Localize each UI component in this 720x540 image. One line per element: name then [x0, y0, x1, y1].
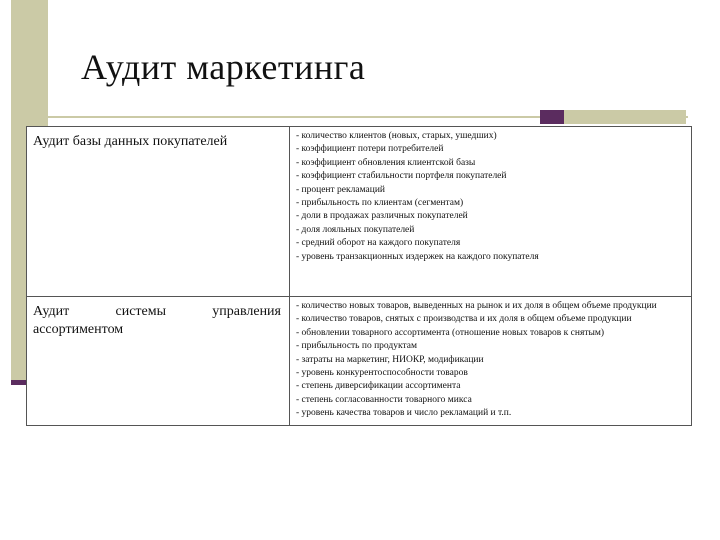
- row-items: [290, 127, 692, 297]
- list-item: - уровень качества товаров и число рекламаций и т.п.: [296, 408, 512, 419]
- list-item: - количество товаров, снятых с производства и их доля в общем объеме продукции: [296, 314, 632, 325]
- row-heading-line: ассортиментом: [33, 322, 124, 337]
- list-item: - прибыльность по продуктам: [296, 341, 417, 352]
- list-item: - прибыльность по клиентам (сегментам): [296, 198, 464, 209]
- list-item: - уровень транзакционных издержек на каждого покупателя: [296, 251, 539, 262]
- row-items: [290, 297, 692, 426]
- list-item: - количество новых товаров, выведенных на рынок и их доля в общем объеме продукции: [296, 301, 657, 311]
- list-item: - доля лояльных покупателей: [296, 224, 415, 235]
- list-item: - коэффициент стабильности портфеля покупателей: [296, 171, 507, 182]
- slide-title: Аудит маркетинга: [81, 47, 366, 87]
- row-heading: [27, 297, 290, 426]
- list-item: - коэффициент обновления клиентской базы: [296, 157, 476, 168]
- list-item: - обновлении товарного ассортимента (отношение новых товаров к снятым): [296, 327, 605, 338]
- list-item: - степень согласованности товарного микса: [296, 394, 472, 405]
- list-item: - средний оборот на каждого покупателя: [296, 238, 461, 249]
- row-heading: Аудит базы данных покупателей: [27, 127, 290, 297]
- list-item: - уровень конкурентоспособности товаров: [296, 368, 468, 379]
- top-right-accent: [540, 110, 564, 124]
- audit-table: [26, 126, 692, 426]
- list-item: - количество клиентов (новых, старых, ушедших): [296, 131, 497, 141]
- list-item: - степень диверсификации ассортимента: [296, 381, 461, 392]
- table-row: [27, 127, 692, 297]
- list-item: - доли в продажах различных покупателей: [296, 211, 468, 222]
- list-item: - коэффициент потери потребителей: [296, 144, 444, 155]
- table-row: [27, 297, 692, 426]
- row-heading-line: Аудит системы управления: [33, 304, 281, 319]
- list-item: - процент рекламаций: [296, 184, 385, 195]
- list-item: - затраты на маркетинг, НИОКР, модификации: [296, 354, 484, 365]
